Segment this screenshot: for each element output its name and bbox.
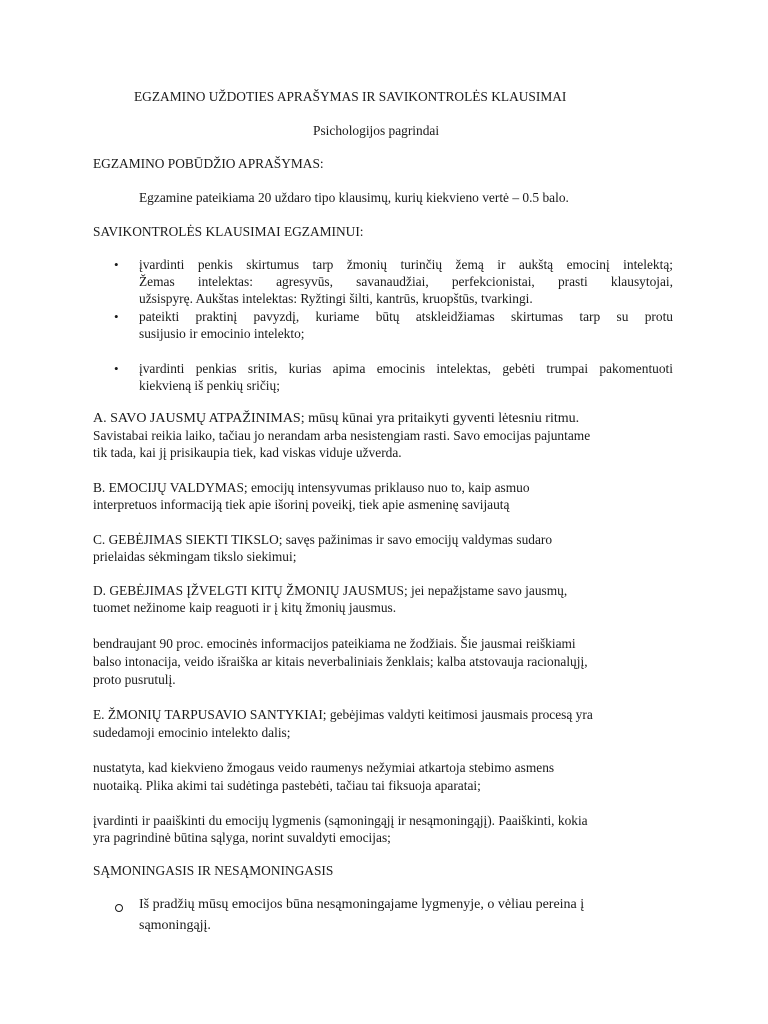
bullet-3-line-2: kiekvieną iš penkių sričių; <box>139 378 280 393</box>
circle-item-line-2: sąmoningąjį. <box>139 918 211 933</box>
bullet-marker: • <box>114 361 119 376</box>
bullet-2-line-2: susijusio ir emocinio intelekto; <box>139 326 305 341</box>
paragraph-face-muscles-line-2: nuotaiką. Plika akimi tai sudėtinga pastebėti, tačiau tai fiksuoja aparatai; <box>93 778 481 793</box>
paragraph-face-muscles-line-1: nustatyta, kad kiekvieno žmogaus veido raumenys nežymiai atkartoja stebimo asmens <box>93 760 555 775</box>
paragraph-d-line-1: D. GEBĖJIMAS ĮŽVELGTI KITŲ ŽMONIŲ JAUSMUS; jei nepažįstame savo jausmų, <box>93 583 568 598</box>
paragraph-e-line-2: sudedamoji emocinio intelekto dalis; <box>93 725 291 740</box>
paragraph-c-line-1: C. GEBĖJIMAS SIEKTI TIKSLO; savęs pažinimas ir savo emocijų valdymas sudaro <box>93 532 553 547</box>
document-title: EGZAMINO UŽDOTIES APRAŠYMAS IR SAVIKONTROLĖS KLAUSIMAI <box>134 89 567 104</box>
paragraph-a-line-1: A. SAVO JAUSMŲ ATPAŽINIMAS; mūsų kūnai yra pritaikyti gyventi lėtesniu ritmu. <box>93 411 580 426</box>
paragraph-b-line-1: B. EMOCIJŲ VALDYMAS; emocijų intensyvumas priklauso nuo to, kaip asmuo <box>93 480 530 495</box>
paragraph-emotion-levels-line-2: yra pagrindinė būtina sąlyga, norint suvaldyti emocijas; <box>93 830 391 845</box>
paragraph-a-line-2: Savistabai reikia laiko, tačiau jo nerandam arba nesistengiam rasti. Savo emocijas pajuntame <box>93 428 591 443</box>
exam-description-text: Egzamine pateikiama 20 uždaro tipo klausimų, kurių kiekvieno vertė – 0.5 balo. <box>139 190 569 205</box>
paragraph-c-line-2: prielaidas sėkmingam tikslo siekimui; <box>93 549 297 564</box>
bullet-marker: • <box>114 257 119 272</box>
paragraph-emotion-levels-line-1: įvardinti ir paaiškinti du emocijų lygmenis (sąmoningąjį ir nesąmoningąjį). Paaiškinti, kokia <box>93 813 588 828</box>
bullet-1-line-1: įvardinti penkis skirtumus tarp žmonių turinčių žemą ir aukštą emocinį intelektą; <box>139 257 673 272</box>
circle-bullet-icon <box>115 904 123 912</box>
paragraph-communication-line-2: balso intonacija, veido išraiška ar kitais neverbaliniais ženklais; kalba atstovauja racionalųjį, <box>93 654 588 669</box>
bullet-1-line-3: užsispyrę. Aukštas intelektas: Ryžtingi šilti, kantrūs, kruopštūs, tvarkingi. <box>139 291 533 306</box>
paragraph-e-line-1: E. ŽMONIŲ TARPUSAVIO SANTYKIAI; gebėjimas valdyti keitimosi jausmais procesą yra <box>93 707 593 722</box>
exam-description-heading: EGZAMINO POBŪDŽIO APRAŠYMAS: <box>93 156 324 171</box>
self-check-heading: SAVIKONTROLĖS KLAUSIMAI EGZAMINUI: <box>93 224 364 239</box>
bullet-2-line-1: pateikti praktinį pavyzdį, kuriame būtų atskleidžiamas skirtumas tarp su protu <box>139 309 673 324</box>
document-subtitle: Psichologijos pagrindai <box>313 123 440 138</box>
bullet-marker: • <box>114 309 119 324</box>
bullet-1-line-2: Žemas intelektas: agresyvūs, savanaudžiai, perfekcionistai, prasti klausytojai, <box>139 274 673 289</box>
paragraph-b-line-2: interpretuos informaciją tiek apie išorinį poveikį, tiek apie asmeninę savijautą <box>93 497 510 512</box>
paragraph-communication-line-1: bendraujant 90 proc. emocinės informacijos pateikiama ne žodžiais. Šie jausmai reiškiami <box>93 636 576 651</box>
paragraph-communication-line-3: proto pusrutulį. <box>93 672 176 687</box>
conscious-unconscious-heading: SĄMONINGASIS IR NESĄMONINGASIS <box>93 863 334 878</box>
bullet-3-line-1: įvardinti penkias sritis, kurias apima emocinis intelektas, gebėti trumpai pakomentuoti <box>139 361 673 376</box>
paragraph-d-line-2: tuomet nežinome kaip reaguoti ir į kitų žmonių jausmus. <box>93 600 397 615</box>
circle-item-line-1: Iš pradžių mūsų emocijos būna nesąmoningajame lygmenyje, o vėliau pereina į <box>139 897 585 912</box>
paragraph-a-line-3: tik tada, kai jį prisikaupia tiek, kad viskas viduje užverda. <box>93 445 402 460</box>
